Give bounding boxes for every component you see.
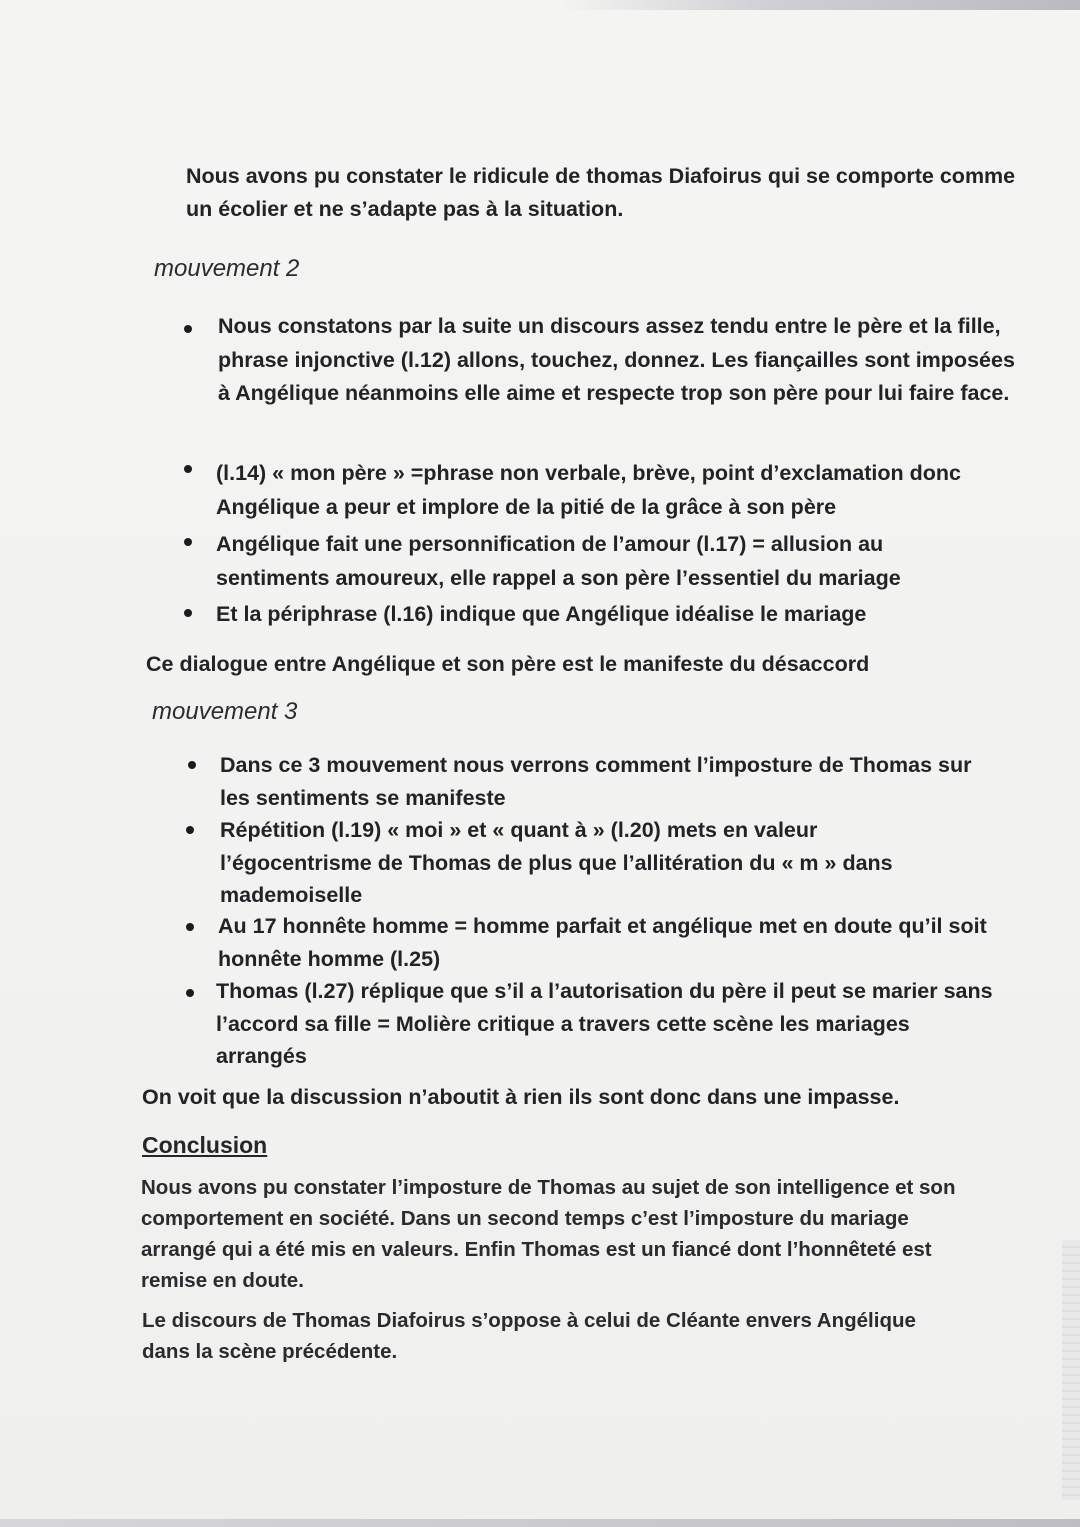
bullet-icon xyxy=(184,465,192,473)
mouvement-2-bullet-2: (l.14) « mon père » =phrase non verbale, brève, point d’exclamation donc Angélique a peur et implore de la pitié de la grâce à son père xyxy=(216,461,961,519)
page-edge-shadow-bottom xyxy=(0,1519,1080,1527)
mouvement-3-bullet-3: Au 17 honnête homme = homme parfait et angélique met en doute qu’il soit honnête homme (l.25) xyxy=(218,914,987,971)
mouvement-2-bullet-1: Nous constatons par la suite un discours assez tendu entre le père et la fille, phrase injonctive (l.12) allons, touchez, donnez. Les fiançailles sont imposées à Angélique néanmoins elle aime et respecte trop son père pour lui faire face. xyxy=(218,314,1015,405)
mouvement-3-bullet-4: Thomas (l.27) réplique que s’il a l’autorisation du père il peut se marier sans l’accord sa fille = Molière critique a travers cette scène les mariages arrangés xyxy=(216,979,993,1068)
section-heading-mouvement-3: mouvement 3 xyxy=(152,698,298,725)
intro-paragraph: Nous avons pu constater le ridicule de thomas Diafoirus qui se comporte comme un écolier et ne s’adapte pas à la situation. xyxy=(186,164,1016,221)
mouvement-3-bullet-1: Dans ce 3 mouvement nous verrons comment l’imposture de Thomas sur les sentiments se manifeste xyxy=(220,753,972,810)
mouvement-2-bullet-4: Et la périphrase (l.16) indique que Angélique idéalise le mariage xyxy=(216,602,867,626)
conclusion-paragraph-2: Le discours de Thomas Diafoirus s’oppose à celui de Cléante envers Angélique dans la scène précédente. xyxy=(142,1309,916,1363)
bullet-icon xyxy=(186,826,194,834)
section-heading-mouvement-2: mouvement 2 xyxy=(154,255,300,282)
page-edge-right xyxy=(1062,1240,1080,1500)
page-edge-shadow-top xyxy=(560,0,1080,10)
bullet-icon xyxy=(184,325,192,333)
mouvement-2-bullet-3: Angélique fait une personnification de l’amour (l.17) = allusion au sentiments amoureux, elle rappel a son père l’essentiel du mariage xyxy=(216,532,901,590)
bullet-icon xyxy=(186,989,194,997)
bullet-icon xyxy=(184,609,192,617)
conclusion-paragraph-1: Nous avons pu constater l’imposture de Thomas au sujet de son intelligence et son comportement en société. Dans un second temps c’est l’imposture du mariage arrangé qui a été mis en valeurs. Enfin Thomas est un fiancé dont l’honnêteté est remise en doute. xyxy=(141,1176,956,1292)
bullet-icon xyxy=(188,761,196,769)
mouvement-3-bullet-2: Répétition (l.19) « moi » et « quant à » (l.20) mets en valeur l’égocentrisme de Thomas de plus que l’allitération du « m » dans mademoiselle xyxy=(220,818,893,907)
bullet-icon xyxy=(184,538,192,546)
mouvement-2-summary: Ce dialogue entre Angélique et son père est le manifeste du désaccord xyxy=(146,652,870,676)
bullet-icon xyxy=(186,923,194,931)
mouvement-3-summary: On voit que la discussion n’aboutit à rien ils sont donc dans une impasse. xyxy=(142,1085,900,1109)
conclusion-heading: Conclusion xyxy=(142,1132,268,1158)
